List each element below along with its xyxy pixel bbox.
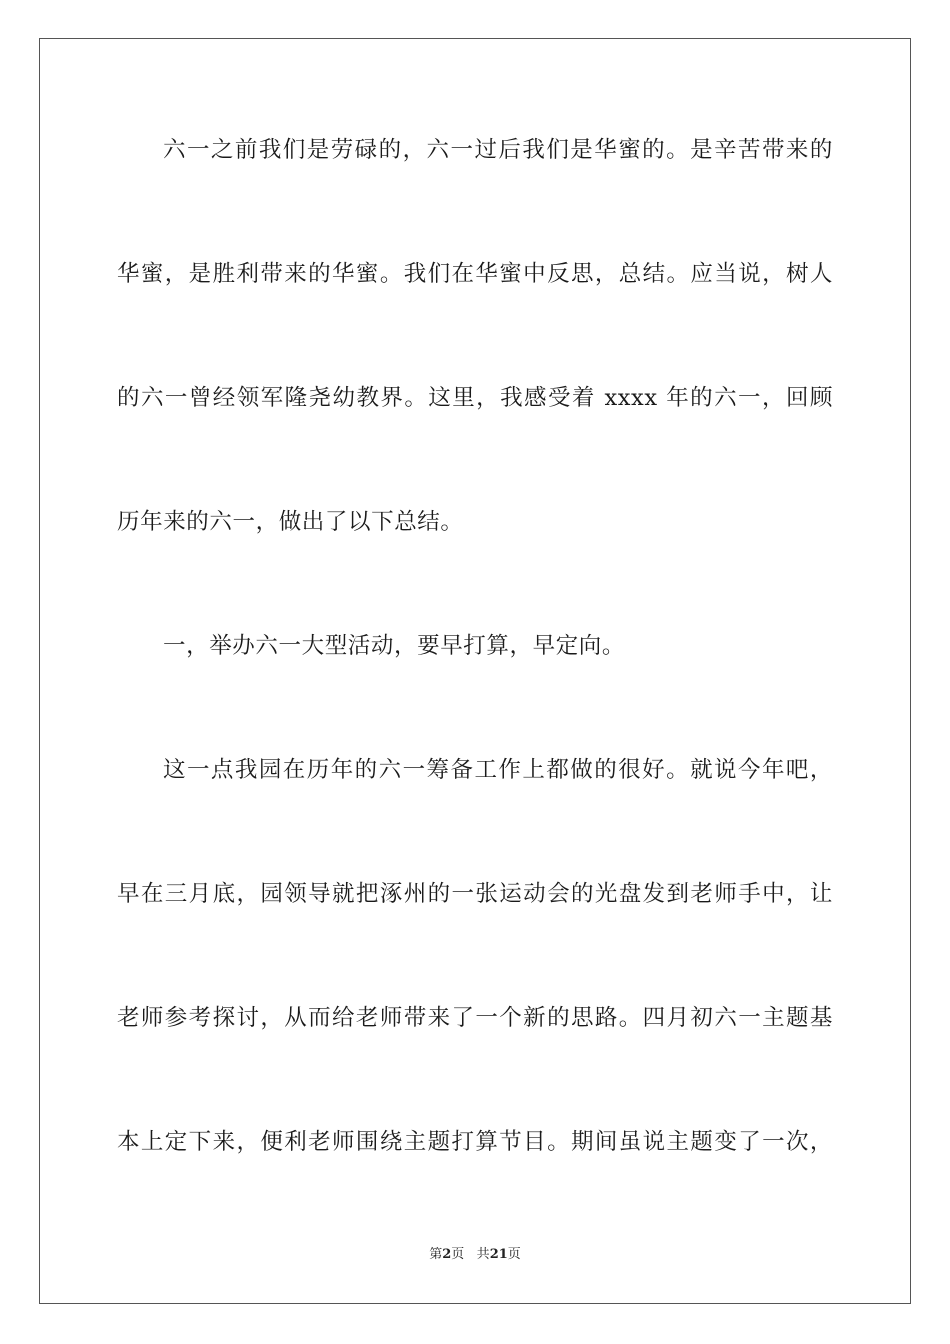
paragraph-line-4: 历年来的六一，做出了以下总结。 [117, 509, 464, 535]
paragraph-line-7: 早在三月底，园领导就把涿州的一张运动会的光盘发到老师手中，让 [117, 881, 833, 907]
page-footer [0, 1246, 950, 1264]
page-border [39, 38, 911, 1304]
paragraph-line-2: 华蜜，是胜利带来的华蜜。我们在华蜜中反思，总结。应当说，树人 [117, 261, 833, 287]
paragraph-line-8: 老师参考探讨，从而给老师带来了一个新的思路。四月初六一主题基 [117, 1005, 833, 1031]
page-label-prefix: 第 [429, 1247, 443, 1262]
total-pages: 21 [489, 1247, 508, 1262]
paragraph-line-9: 本上定下来，便利老师围绕主题打算节目。期间虽说主题变了一次， [117, 1129, 833, 1155]
total-label-prefix: 共 [476, 1247, 490, 1262]
page-number: 2 [442, 1247, 452, 1262]
paragraph-line-1: 六一之前我们是劳碌的，六一过后我们是华蜜的。是辛苦带来的 [163, 137, 833, 163]
page-label-suffix: 页 [451, 1247, 465, 1262]
paragraph-line-6: 这一点我园在历年的六一筹备工作上都做的很好。就说今年吧， [163, 757, 833, 783]
paragraph-line-3: 的六一曾经领军隆尧幼教界。这里，我感受着 xxxx 年的六一，回顾 [117, 385, 833, 411]
section-heading: 一，举办六一大型活动，要早打算，早定向。 [163, 633, 626, 659]
total-label-suffix: 页 [507, 1247, 521, 1262]
